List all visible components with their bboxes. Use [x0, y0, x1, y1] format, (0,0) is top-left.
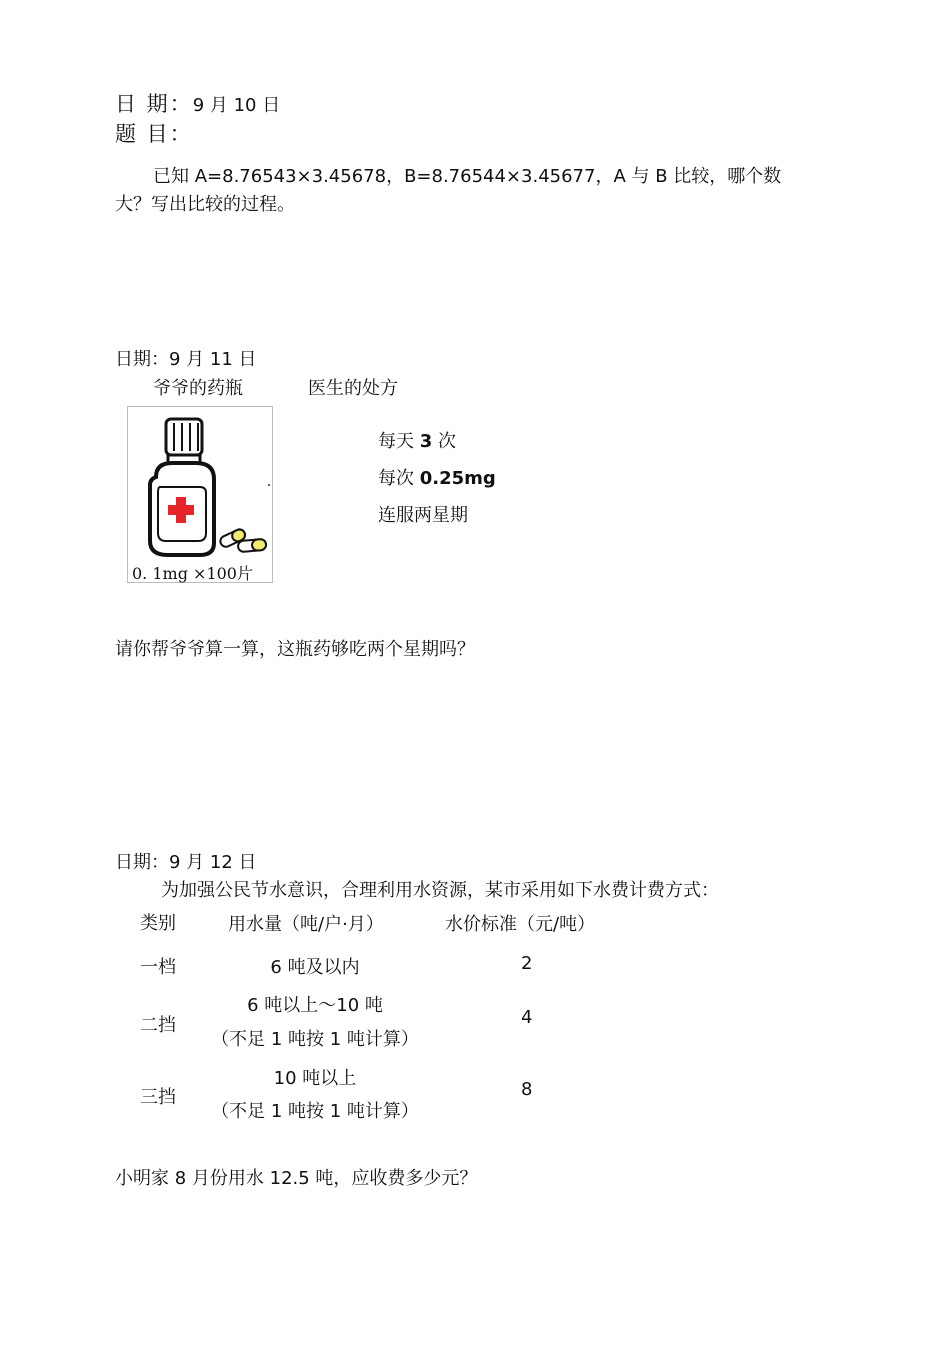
day1-date-value: 9 月 10 日 — [192, 95, 281, 116]
prescription-line-3: 连服两星期 — [378, 505, 468, 526]
day1-date-label: 日 期： — [115, 92, 193, 116]
day3-intro: 为加强公民节水意识，合理利用水资源，某市采用如下水费计费方式： — [161, 880, 719, 901]
prescription-caption-heading: 医生的处方 — [308, 378, 398, 399]
bottle-caption-heading: 爷爷的药瓶 — [153, 378, 243, 399]
prescription-1-suffix: 次 — [432, 431, 456, 452]
table-header-category: 类别 — [140, 913, 176, 934]
table-row-1-price: 2 — [521, 953, 533, 974]
prescription-line-2 — [378, 464, 496, 490]
day2-question: 请你帮爷爷算一算，这瓶药够吃两个星期吗？ — [115, 639, 475, 660]
prescription-1-prefix: 每天 — [378, 431, 420, 452]
medicine-bottle-icon — [128, 407, 272, 582]
day2-date: 日期：9 月 11 日 — [115, 349, 257, 370]
table-row-3-price: 8 — [521, 1079, 533, 1100]
table-row-3-usage: 10 吨以上 — [273, 1068, 357, 1089]
day1-problem-line2: 大？写出比较的过程。 — [115, 194, 295, 215]
table-row-2-price: 4 — [521, 1007, 533, 1028]
day3-date: 日期：9 月 12 日 — [115, 852, 257, 873]
table-row-2-note: （不足 1 吨按 1 吨计算） — [211, 1029, 419, 1050]
day1-date-line — [115, 88, 280, 118]
day1-topic-label: 题 目： — [115, 122, 193, 146]
table-row-2-usage: 6 吨以上～10 吨 — [247, 995, 383, 1016]
medicine-bottle-image — [127, 406, 273, 583]
table-row-1-usage: 6 吨及以内 — [270, 957, 360, 978]
table-header-price: 水价标准（元/吨） — [445, 914, 596, 935]
table-row-1-category: 一档 — [140, 957, 176, 978]
day1-problem-line1: 已知 A=8.76543×3.45678，B=8.76544×3.45677，A 与 B 比较，哪个数 — [153, 166, 782, 187]
prescription-2-prefix: 每次 — [378, 468, 420, 489]
day3-question: 小明家 8 月份用水 12.5 吨，应收费多少元？ — [115, 1168, 478, 1189]
table-row-3-category: 三挡 — [140, 1087, 176, 1108]
prescription-2-value: 0.25mg — [419, 468, 496, 489]
prescription-1-value: 3 — [419, 431, 433, 452]
table-header-usage: 用水量（吨/户·月） — [228, 914, 384, 935]
table-row-3-note: （不足 1 吨按 1 吨计算） — [211, 1101, 419, 1122]
prescription-line-1 — [378, 427, 456, 453]
table-row-2-category: 二挡 — [140, 1015, 176, 1036]
bottle-label-text: 0. 1mg ×100片 — [132, 564, 253, 583]
